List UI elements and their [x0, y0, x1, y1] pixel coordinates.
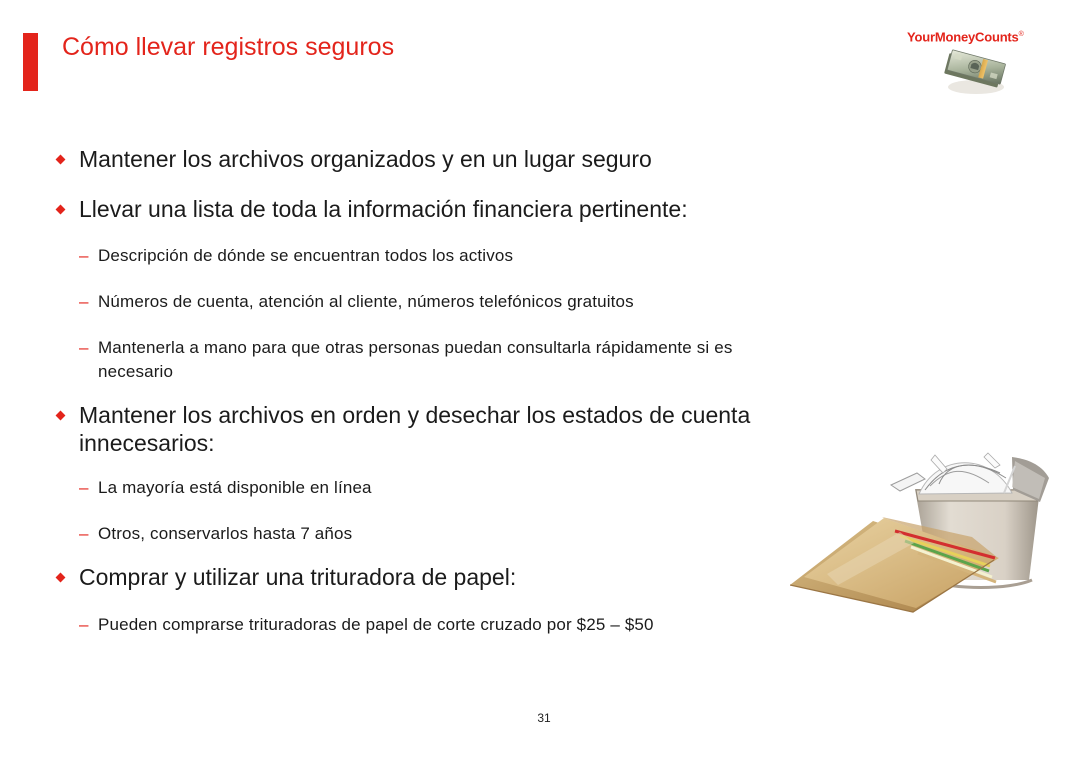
red-diamond-bullet-icon — [56, 573, 66, 583]
sub-item-text: La mayoría está disponible en línea — [98, 478, 372, 497]
bullet-text-line-1: Mantener los archivos en orden y desechar los estados de cuenta — [79, 402, 751, 428]
bullet-text: Llevar una lista de toda la información financiera pertinente: — [79, 196, 688, 222]
sub-item-text: Descripción de dónde se encuentran todos los activos — [98, 246, 514, 265]
dash-marker: – — [79, 615, 89, 634]
red-diamond-bullet-icon — [56, 411, 66, 421]
bullet-text: Mantener los archivos organizados y en un lugar seguro — [79, 146, 652, 172]
dash-marker: – — [79, 338, 89, 357]
sub-item-text: Otros, conservarlos hasta 7 años — [98, 524, 353, 543]
sub-item-text-line-1: Mantenerla a mano para que otras personas puedan consultarla rápidamente si es — [98, 338, 733, 357]
red-diamond-bullet-icon — [56, 155, 66, 165]
registered-mark: ® — [1018, 31, 1024, 38]
page-number: 31 — [537, 711, 551, 725]
bullet-text: Comprar y utilizar una trituradora de papel: — [79, 564, 517, 590]
sub-item-text: Números de cuenta, atención al cliente, números telefónicos gratuitos — [98, 292, 634, 311]
dash-marker: – — [79, 524, 89, 543]
bullet-item-organized-files — [55, 145, 985, 173]
cash-stack-icon — [938, 43, 1010, 97]
logo-text: YourMoneyCounts — [907, 29, 1019, 45]
paper-shredder-bin-icon — [790, 448, 1060, 613]
dash-marker: – — [79, 246, 89, 265]
dash-marker: – — [79, 292, 89, 311]
sub-item-shredder-price — [55, 613, 985, 637]
red-diamond-bullet-icon — [56, 205, 66, 215]
dash-marker: – — [79, 478, 89, 497]
bullet-item-financial-list — [55, 195, 985, 223]
bullet-text-line-2: innecesarios: — [79, 430, 215, 456]
sub-item-text: Pueden comprarse trituradoras de papel de corte cruzado por $25 – $50 — [98, 615, 654, 634]
your-money-counts-logo — [907, 27, 1042, 100]
sub-item-text-line-2: necesario — [98, 362, 174, 381]
title-accent-bar — [23, 33, 38, 91]
sub-item-account-numbers — [55, 290, 985, 314]
slide-title: Cómo llevar registros seguros — [62, 33, 395, 61]
sub-item-asset-locations — [55, 244, 985, 268]
sub-item-keep-handy — [55, 336, 985, 384]
